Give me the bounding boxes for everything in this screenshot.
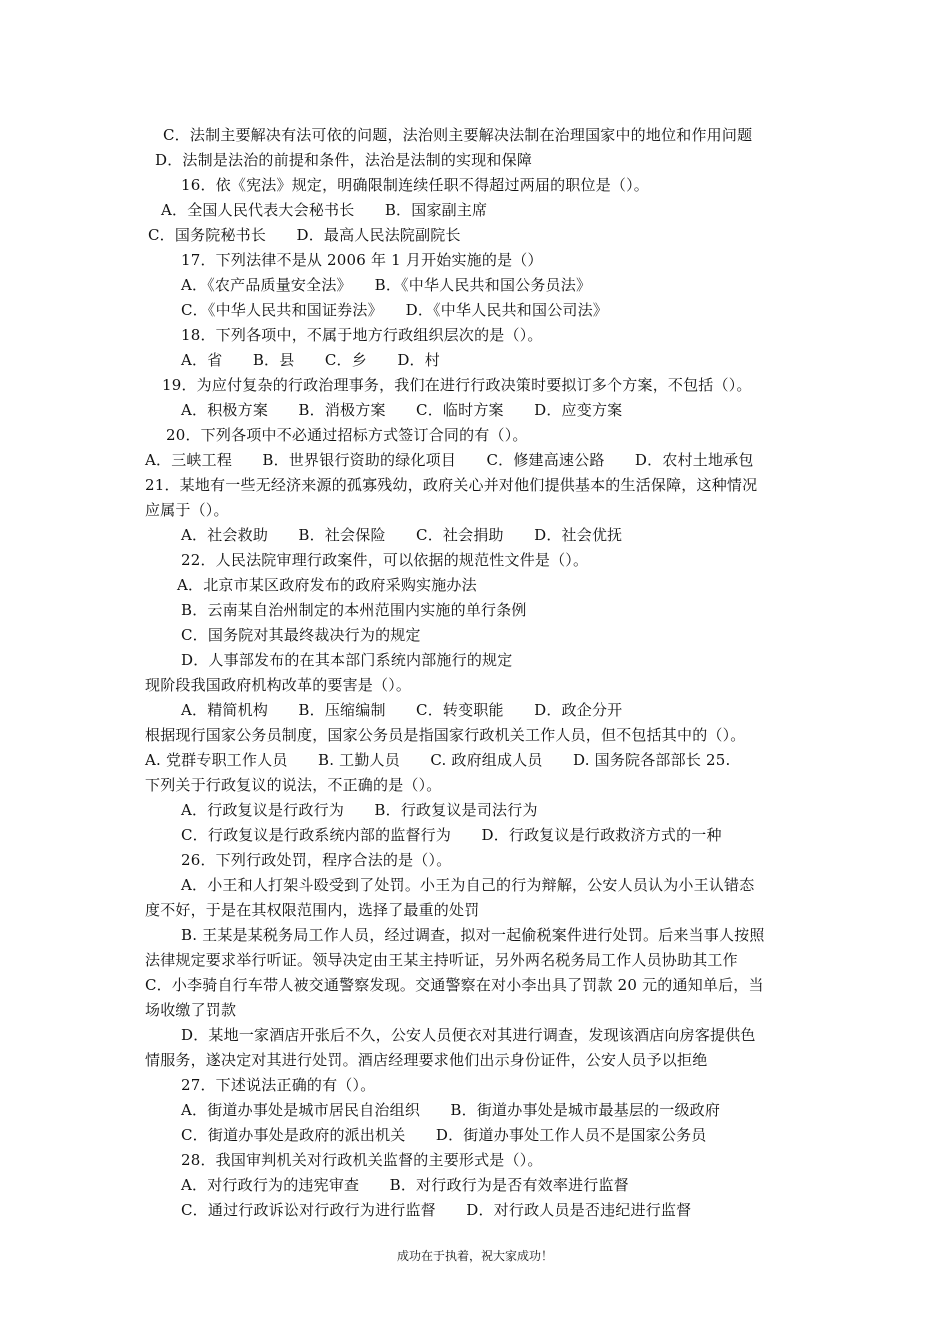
question-25: 下列关于行政复议的说法，不正确的是（）。 bbox=[145, 776, 442, 794]
question-line: 现阶段我国政府机构改革的要害是（）。 bbox=[145, 676, 412, 694]
option-line: A．北京市某区政府发布的政府采购实施办法 bbox=[177, 576, 477, 594]
option-line: A．积极方案 B．消极方案 C．临时方案 D．应变方案 bbox=[181, 401, 623, 419]
question-18: 18．下列各项中，不属于地方行政组织层次的是（）。 bbox=[181, 326, 543, 344]
text-line: 法律规定要求举行听证。领导决定由王某主持听证，另外两名税务局工作人员协助其工作 bbox=[145, 951, 738, 969]
option-line: A．精简机构 B．压缩编制 C．转变职能 D．政企分开 bbox=[181, 701, 623, 719]
option-line: A．《农产品质量安全法》 B．《中华人民共和国公务员法》 bbox=[181, 276, 592, 294]
question-28: 28．我国审判机关对行政机关监督的主要形式是（）。 bbox=[181, 1151, 543, 1169]
question-19: 19．为应付复杂的行政治理事务，我们在进行行政决策时要拟订多个方案，不包括（）。 bbox=[162, 376, 752, 394]
option-line: C．街道办事处是政府的派出机关 D．街道办事处工作人员不是国家公务员 bbox=[181, 1126, 707, 1144]
option-line: C．国务院对其最终裁决行为的规定 bbox=[181, 626, 421, 644]
text-line: D．法制是法治的前提和条件，法治是法制的实现和保障 bbox=[155, 151, 533, 169]
option-line: B．云南某自治州制定的本州范围内实施的单行条例 bbox=[181, 601, 527, 619]
text-line: 应属于（）。 bbox=[145, 501, 229, 519]
question-20: 20．下列各项中不必通过招标方式签订合同的有（）。 bbox=[166, 426, 528, 444]
option-line: A．省 B．县 C．乡 D．村 bbox=[181, 351, 440, 369]
option-line: C．通过行政诉讼对行政行为进行监督 D．对行政人员是否违纪进行监督 bbox=[181, 1201, 692, 1219]
question-16: 16．依《宪法》规定，明确限制连续任职不得超过两届的职位是（）。 bbox=[181, 176, 649, 194]
question-21: 21．某地有一些无经济来源的孤寡残幼，政府关心并对他们提供基本的生活保障，这种情况 bbox=[145, 476, 758, 494]
option-line: A．小王和人打架斗殴受到了处罚。小王为自己的行为辩解，公安人员认为小王认错态 bbox=[181, 876, 755, 894]
option-line: B. 王某是某税务局工作人员，经过调查，拟对一起偷税案件进行处罚。后来当事人按照 bbox=[181, 926, 765, 944]
option-line: A．三峡工程 B．世界银行资助的绿化项目 C．修建高速公路 D．农村土地承包 bbox=[145, 451, 754, 469]
page-footer: 成功在于执着，祝大家成功！ bbox=[396, 1249, 553, 1263]
option-line: A．街道办事处是城市居民自治组织 B．街道办事处是城市最基层的一级政府 bbox=[181, 1101, 721, 1119]
question-26: 26．下列行政处罚，程序合法的是（）。 bbox=[181, 851, 452, 869]
option-line: C．小李骑自行车带人被交通警察发现。交通警察在对小李出具了罚款 20 元的通知单后，当 bbox=[145, 976, 764, 994]
option-line: C．国务院秘书长 D．最高人民法院副院长 bbox=[148, 226, 461, 244]
question-17: 17．下列法律不是从 2006 年 1 月开始实施的是（） bbox=[181, 251, 543, 269]
question-27: 27．下述说法正确的有（）。 bbox=[181, 1076, 376, 1094]
option-line: A. 党群专职工作人员 B. 工勤人员 C. 政府组成人员 D. 国务院各部部长 25. bbox=[145, 751, 731, 769]
text-line: C．法制主要解决有法可依的问题，法治则主要解决法制在治理国家中的地位和作用问题 bbox=[163, 126, 753, 144]
question-22: 22．人民法院审理行政案件，可以依据的规范性文件是（）。 bbox=[181, 551, 589, 569]
option-line: D．人事部发布的在其本部门系统内部施行的规定 bbox=[181, 651, 513, 669]
text-line: 情服务，遂决定对其进行处罚。酒店经理要求他们出示身份证件，公安人员予以拒绝 bbox=[145, 1051, 708, 1069]
question-line: 根据现行国家公务员制度，国家公务员是指国家行政机关工作人员，但不包括其中的（）。 bbox=[145, 726, 746, 744]
text-line: 度不好，于是在其权限范围内，选择了最重的处罚 bbox=[145, 901, 480, 919]
option-line: C．行政复议是行政系统内部的监督行为 D．行政复议是行政救济方式的一种 bbox=[181, 826, 722, 844]
option-line: D．某地一家酒店开张后不久，公安人员便衣对其进行调查，发现该酒店向房客提供色 bbox=[181, 1026, 756, 1044]
option-line: A．全国人民代表大会秘书长 B．国家副主席 bbox=[161, 201, 488, 219]
option-line: A．对行政行为的违宪审查 B．对行政行为是否有效率进行监督 bbox=[181, 1176, 629, 1194]
option-line: C．《中华人民共和国证券法》 D．《中华人民共和国公司法》 bbox=[181, 301, 609, 319]
option-line: A．行政复议是行政行为 B．行政复议是司法行为 bbox=[181, 801, 538, 819]
option-line: A．社会救助 B．社会保险 C．社会捐助 D．社会优抚 bbox=[181, 526, 623, 544]
text-line: 场收缴了罚款 bbox=[145, 1001, 237, 1019]
